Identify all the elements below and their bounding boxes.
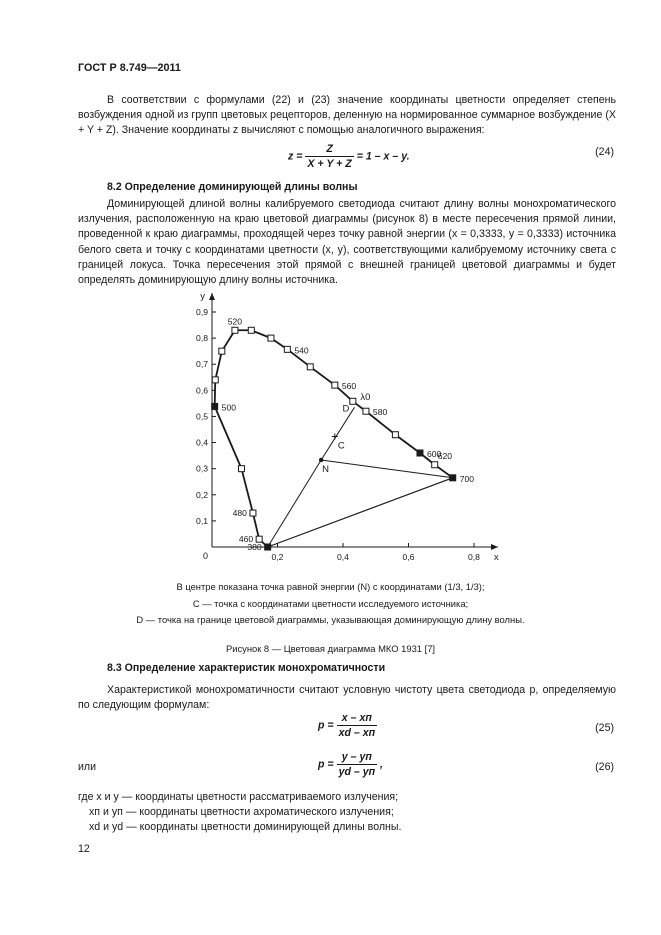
line-n-380 [268, 460, 321, 547]
equation-25-number: (25) [595, 722, 614, 734]
point-c-label: C [337, 440, 345, 452]
eq24-rhs: = 1 – x – y. [356, 150, 410, 163]
locus-marker [332, 382, 338, 388]
y-tick-label: 0,7 [196, 359, 208, 370]
wavelength-label: 460 [238, 534, 254, 545]
locus-marker [238, 466, 244, 472]
section-8-2-paragraph: Доминирующей длиной волны калибруемого светодиода считают длину волны монохроматического излучения, расположенную на краю цветовой диаграммы (рисунок 8) в месте пересечения прямой линии, проведенной к краю диаграммы, проходящей через точку равной энергии (x = 0,3333, y = 0,3333) источника белого света и точку с координатами цветности (x, y), соответствующими калибруемому источнику света с границей локуса. Точка пересечения этой прямой с внешней границей цветовой диаграммы и будет определять доминирующую длину волны источника. [78, 198, 616, 287]
section-8-3-heading: 8.3 Определение характеристик монохроматичности [107, 662, 386, 674]
eq25-denominator: xd – xп [338, 727, 376, 739]
wavelength-label: 700 [459, 473, 475, 484]
wavelength-label: 580 [372, 407, 388, 418]
figure-caption: Рисунок 8 — Цветовая диаграмма МКО 1931 [7] [225, 643, 436, 654]
locus-marker [392, 432, 398, 438]
point-n-marker [319, 458, 323, 462]
definition-item: xп и yп — координаты цветности ахроматического излучения; [89, 806, 394, 819]
point-d-label: D [342, 403, 350, 415]
dominant-wavelength-line [321, 407, 354, 460]
equation-25 [318, 712, 377, 739]
y-tick-label: 0,5 [196, 411, 208, 422]
y-tick-label: 0,8 [196, 333, 208, 344]
locus-marker [212, 403, 218, 409]
locus-marker [265, 544, 271, 550]
locus-marker [432, 462, 438, 468]
x-tick-label: 0,2 [271, 552, 284, 562]
eq26-lhs: p = [318, 758, 334, 771]
locus-marker [232, 327, 238, 333]
figure-legend-d: D — точка на границе цветовой диаграммы, указывающая доминирующую длину волны. [136, 614, 525, 625]
eq26-prefix: или [78, 761, 97, 773]
locus-marker [268, 335, 274, 341]
locus-marker [284, 346, 290, 352]
eq24-denominator: X + Y + Z [307, 158, 352, 170]
locus-marker [350, 398, 356, 404]
y-tick-label: 0,6 [196, 385, 208, 396]
x-tick-label: 0,6 [402, 552, 415, 562]
section-8-3-paragraph: Характеристикой монохроматичности считают условную чистоту цвета светодиода р, определяемую по следующим формулам: [78, 684, 616, 712]
eq25-lhs: p = [318, 719, 334, 732]
locus-marker [363, 408, 369, 414]
wavelength-label: 500 [221, 402, 237, 413]
section-8-2-heading: 8.2 Определение доминирующей длины волны [107, 181, 358, 193]
locus-marker [219, 348, 225, 354]
document-header: ГОСТ Р 8.749—2011 [78, 62, 181, 74]
intro-paragraph: В соответствии с формулами (22) и (23) значение координаты цветности определяет степень возбуждения одной из групп цветовых рецепторов, деленную на нормированное суммарное возбуждение (X + Y + Z). Значение координаты z вычисляют с помощью аналогичного выражения: [78, 94, 616, 137]
page-number: 12 [78, 843, 90, 855]
point-lambda0-label: λ0 [360, 391, 371, 403]
wavelength-label: 480 [232, 508, 247, 519]
line-of-purples [268, 478, 453, 547]
equation-26 [318, 751, 383, 778]
locus-marker [248, 327, 254, 333]
y-axis-label: y [200, 291, 205, 302]
y-tick-label: 0,9 [196, 307, 208, 317]
eq24-lhs: z = [288, 150, 303, 163]
wavelength-label: 620 [437, 450, 453, 461]
eq26-denominator: yd – yп [338, 766, 376, 778]
eq26-numerator: y – yп [337, 751, 378, 765]
locus-marker [307, 364, 313, 370]
eq25-fraction [337, 712, 378, 739]
y-tick-label: 0,2 [196, 489, 208, 500]
y-axis-arrow [209, 293, 215, 300]
definition-item: где x и y — координаты цветности рассматриваемого излучения; [78, 791, 399, 803]
y-tick-label: 0,1 [196, 515, 208, 526]
equation-24-number: (24) [595, 146, 614, 158]
locus-marker [212, 377, 218, 383]
figure-legend-c: С — точка с координатами цветности исследуемого источника; [192, 598, 469, 609]
x-tick-label: 0,4 [337, 552, 349, 562]
x-axis-label: x [494, 552, 499, 563]
wavelength-label: 380 [247, 542, 262, 552]
locus-marker [250, 510, 256, 516]
eq26-fraction [337, 751, 378, 778]
cie-chromaticity-diagram [180, 285, 510, 575]
definition-item: xd и yd — координаты цветности доминирующей длины волны. [89, 821, 402, 834]
point-n-label: N [322, 463, 330, 475]
wavelength-label: 600 [426, 449, 442, 459]
definitions-list [78, 790, 401, 836]
wavelength-label: 560 [341, 381, 357, 392]
eq26-tail: , [380, 758, 383, 771]
x-tick-label: 0,8 [468, 552, 480, 562]
y-tick-label: 0,4 [196, 437, 208, 448]
wavelength-label: 540 [294, 345, 309, 356]
locus-marker [417, 450, 423, 456]
equation-24 [288, 143, 410, 170]
eq24-numerator: Z [305, 143, 353, 157]
eq25-numerator: x – xп [337, 712, 378, 726]
wavelength-label: 520 [227, 316, 243, 327]
figure-legend-n: В центре показана точка равной энергии (N) с координатами (1/3, 1/3); [176, 581, 485, 592]
x-axis-arrow [491, 544, 498, 550]
locus-marker [256, 536, 262, 542]
eq24-fraction [305, 143, 353, 170]
origin-label: 0 [202, 551, 208, 561]
y-tick-label: 0,3 [196, 463, 208, 474]
equation-26-number: (26) [595, 761, 614, 773]
